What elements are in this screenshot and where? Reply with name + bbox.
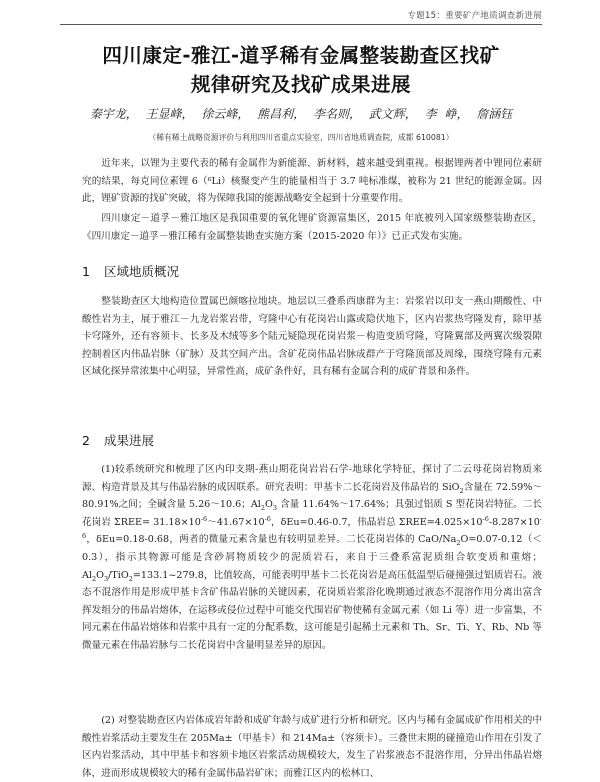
section-2-heading [82, 431, 154, 449]
article-title-line-2: 规律研究及找矿成果进展 [190, 73, 411, 96]
s2p1-text-b: 含量在 72.59%～80.91%之间；全碱含量 5.26～10.6；Al [82, 481, 542, 511]
s2p1-text-g: ，δEu=0.18-0.68，两者的微量元素含量也有较明显差异。二长花岗岩体的 CaO/Na [86, 534, 457, 546]
s2p1-text-h: O=0.07-0.12（＜0.3），指示其物源可能是含砂屑物质较少的泥质岩石，来自于三叠系富泥质组合软变质和重熔；Al [82, 534, 543, 581]
s2p1-text-a: (1)较系统研究和梳理了区内印支期-燕山期花岗岩岩石学-地球化学特征，探讨了二云母花岗岩物质来源、构造背景及其与伟晶岩脉的成因联系。研究表明：甲基卡二长花岗岩及伟晶岩的 SiO [82, 464, 542, 493]
section-1-title: 区域地质概况 [104, 264, 180, 279]
intro-paragraph-2: 四川康定－道孚－雅江地区是我国重要的氧化锂矿资源富集区，2015 年底被列入国家级整装勘查区，《四川康定－道孚－雅江稀有金属整装勘查实施方案（2015-2020 年）》已正式发布实施。 [82, 213, 542, 242]
section-1-paragraph: 整装勘查区大地构造位置属巴颜喀拉地块。地层以三叠系西康群为主：岩浆岩以印支一燕山期酸性、中酸性岩为主，展于雅江－九龙岩浆岩带，穹隆中心有花岗岩山露或隐伏地下，区内岩浆热穹隆发育，除甲基卡穹隆外，还有容须卡、长多及木绒等多个陆元疑隐现花岗岩浆－构造变质穹隆，穹隆翼部及两翼次级裂隙控制着区内伟晶岩脉（矿脉）及其空间产出。含矿花岗伟晶岩脉成群产于穹隆顶部及周缘，围绕穹隆有元素区域化探异常浓集中心明显，异常性高，成矿条件好，具有稀有金属合利的成矿背景和条件。 [82, 296, 542, 378]
section-2-paragraph-1: (1)较系统研究和梳理了区内印支期-燕山期花岗岩岩石学-地球化学特征，探讨了二云母花岗岩物质来源、构造背景及其与伟晶岩脉的成因联系。研究表明：甲基卡二长花岗岩及伟晶岩的 SiO$_2$含量在 72.59%～80.91%之间；全碱含量 5.26～10.6；$Al_2O_3$ 含量 11.64%～17.64%；具强过铝质 S 型花岗岩特征。二长花岗岩 $\Sigma REE= 31.18\times 10^{-6}\sim 41.67\times 10^{-6}$，δEu=0.46-0.7，伟晶岩总 $\Sigma REE=4.025\times 10^{-6}-8.287\times 10^{-6}$，δEu=0.18-0.68，两者的微量元素含量也有较明显差异。二长花岗岩体的 CaO/$Na_2O=0.07-0.12(<0.3)$，指示其物源可能是含砂屑物质较少的泥质岩石，来自于三叠系富泥质组合软变质和重熔；$Al_2O_3/TiO_2=133.1\sim 279.8$，比值较高，可能表明甲基卡二长花岗岩是高压低温型后碰撞强过铝质岩石。液态不混溶作用是形成甲基卡含矿伟晶岩脉的关键因素，花岗质岩浆浴化晚期通过液态不混溶作用分离出富含挥发组分的伟晶岩熔体，在运移或侵位过程中可能交代围岩矿物使稀有金属元素（如 Li 等）进一步富集，不同元素在伟晶岩熔体和岩浆中具有一定的分配系数，这可能是引起稀土元素和 Th、Sr、Ti、Y、Rb、Nb 等微量元素在伟晶岩脉与二长花岗岩中含量明显差异的原因。 [82, 464, 543, 651]
section-2-number: 2 [82, 433, 90, 448]
s2p1-text-i: /TiO [108, 569, 129, 581]
s2p1-text-c: 含量 11.64%～17.64%；具强过铝质 S 型花岗岩特征。二长花岗岩 ΣREE= 31.18×10 [82, 499, 542, 528]
author-list: 秦宇龙， 王显峰， 徐云峰， 熊昌利， 李名则， 武文辉， 李 峥， 詹涵钰 [89, 107, 513, 121]
section-2-paragraph-2: (2) 对整装勘查区内岩体成岩年龄和成矿年龄与成矿进行分析和研究。区内与稀有金属成矿作用相关的中酸性岩浆活动主要发生在 205Ma±（甲基卡）和 214Ma±（容须卡）。三叠世末期的碰撞造山作用在引发了区内岩浆活动，其中甲基卡和容须卡地区岩浆活动规模较大，发生了岩浆液态不混溶作用，分异出伟晶岩熔体，进而形成规模较大的稀有金属伟晶岩矿床；而雅江区内的松林口、 [82, 715, 542, 779]
s2p1-text-e: ，δEu=0.46-0.7，伟晶岩总 ΣREE=4.025×10 [270, 516, 483, 528]
s2p1-text-f: -8.287×10 [488, 516, 540, 528]
s2p1-text-j: =133.1~279.8，比值较高，可能表明甲基卡二长花岗岩是高压低温型后碰撞强过铝质岩石。液态不混溶作用是形成甲基卡含矿伟晶岩脉的关键因素，花岗质岩浆浴化晚期通过液态不混溶作用分离出富含挥发组分的伟晶岩熔体，在运移或侵位过程中可能交代围岩矿物使稀有金属元素（如 Li 等）进一步富集，不同元素在伟晶岩熔体和岩浆中具有一定的分配系数，这可能是引起稀土元素和 Th、Sr、Ti、Y、Rb、Nb 等微量元素在伟晶岩脉与二长花岗岩中含量明显差异的原因。 [82, 569, 542, 651]
section-2-title: 成果进展 [104, 433, 155, 448]
section-1-heading [82, 262, 179, 280]
affiliation: （稀有稀土战略资源评价与利用四川省重点实验室，四川省地质调查院，成都 610081） [148, 133, 454, 142]
running-head: 专题15：重要矿产地质调查新进展 [407, 11, 542, 21]
header-rule [60, 24, 542, 25]
s2p1-text-d: ～41.67×10 [207, 516, 265, 528]
section-1-number: 1 [82, 264, 90, 279]
intro-paragraph-1: 近年来，以锂为主要代表的稀有金属作为新能源、新材料，越来越受到重视。根据锂两者中锂同位素研究的结果，每克同位素锂 6（⁶Li）核聚变产生的能量相当于 3.7 吨标准煤，被称为 21 世纪的能源金属。因此，锂矿资源的找矿突破，将为保障我国的能源战略安全起到十分重要作用。 [82, 158, 542, 205]
article-title-line-1: 四川康定-雅江-道孚稀有金属整装勘查区找矿 [102, 44, 500, 67]
